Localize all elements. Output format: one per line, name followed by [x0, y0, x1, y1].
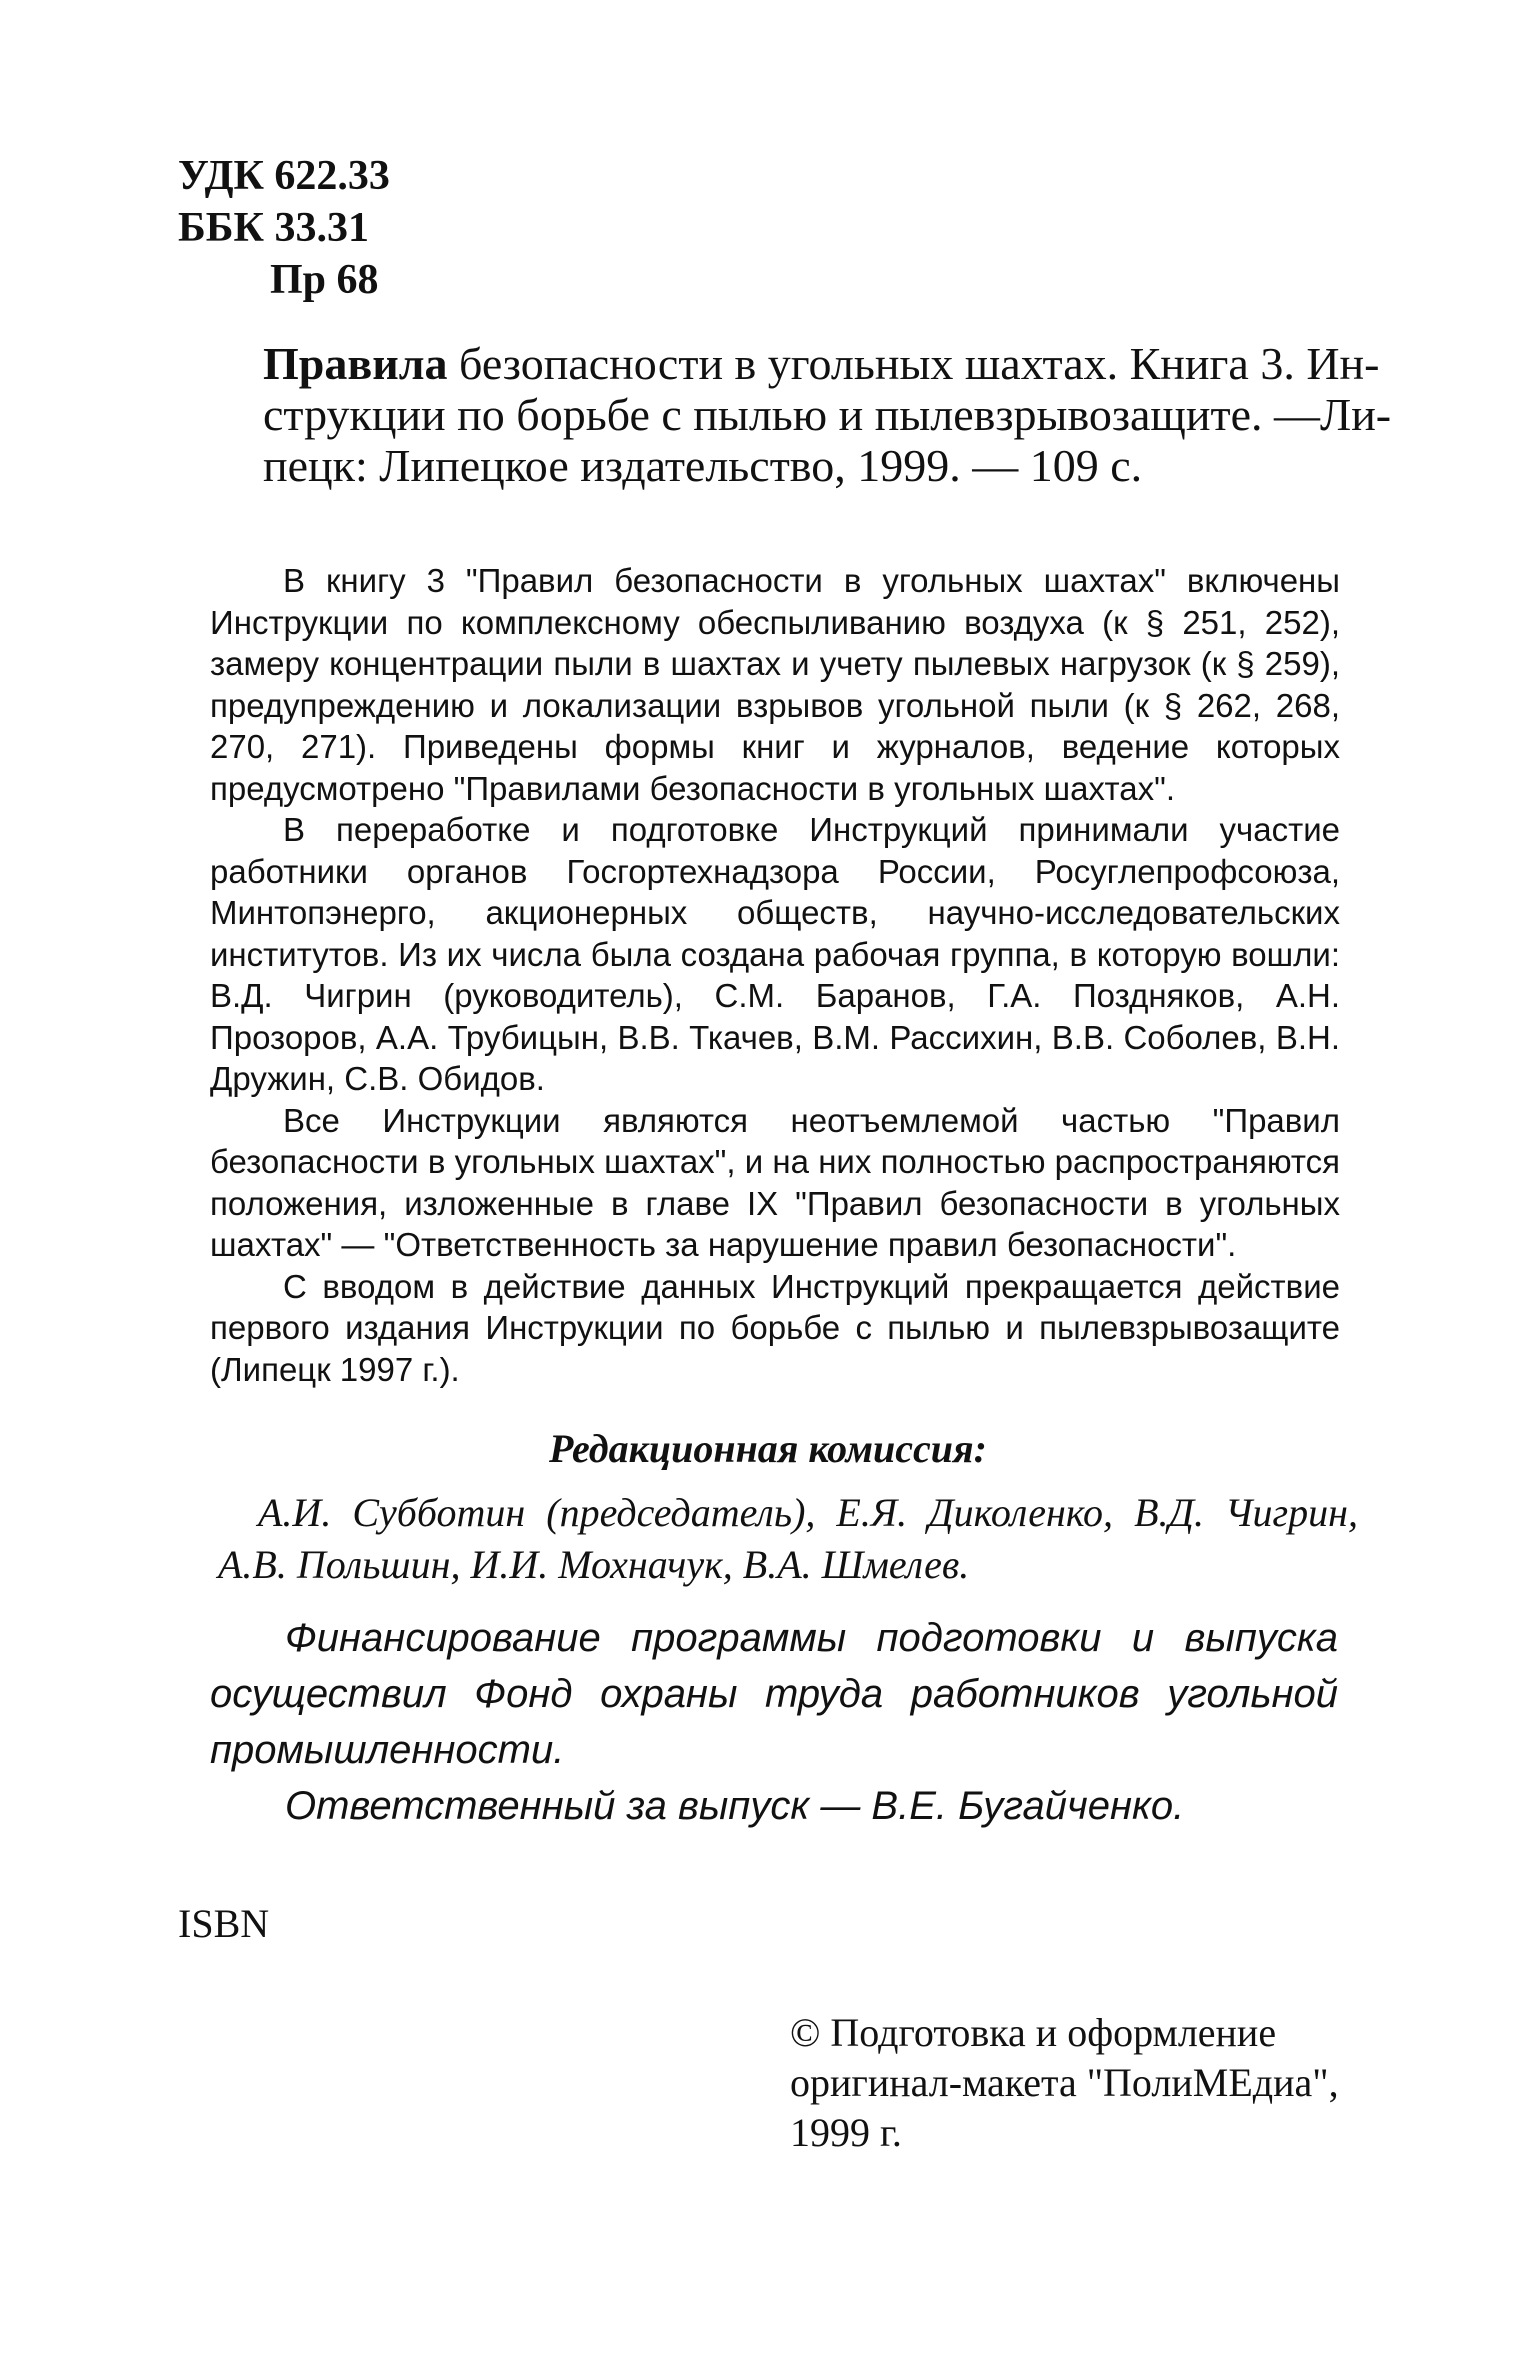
annotation-paragraph-4: С вводом в действие данных Инструкций прекращается действие первого издания Инструкции по борьбе с пылью и пылевзрывозащите (Липецк 1997 г.).	[210, 1267, 1340, 1388]
isbn: ISBN	[178, 1901, 270, 1946]
annotation-paragraph-1: В книгу 3 "Правил безопасности в угольных шахтах" включены Инструкции по комплексному обеспыливанию воздуха (к § 251, 252), замеру концентрации пыли в шахтах и учету пылевых нагрузок (к § 259), предупреждению и локализации взрывов угольной пыли (к § 262, 268, 270, 271). Приведены формы книг и журналов, ведение которых предусмотрено "Правилами безопасности в угольных шахтах".	[210, 562, 1340, 807]
classification-codes	[178, 150, 390, 306]
annotation-paragraph-2: В переработке и подготовке Инструкций принимали участие работники органов Госгортехнадзора России, Росуглепрофсоюза, Минтопэнерго, акционерных обществ, научно-исследовательских институтов. Из их числа была создана рабочая группа, в которую вошли: В.Д. Чигрин (руководитель), С.М. Баранов, Г.А. Поздняков, А.Н. Прозоров, А.А. Трубицын, В.В. Ткачев, В.М. Рассихин, В.В. Соболев, В.Н. Дружин, С.В. Обидов.	[210, 811, 1340, 1097]
layout-credit-line-1: © Подготовка и оформление	[790, 2010, 1277, 2055]
responsible-for-release: Ответственный за выпуск — В.Е. Бугайченко.	[285, 1784, 1185, 1828]
biblio-line-1-rest: безопасности в угольных шахтах. Книга 3. Ин-	[447, 338, 1380, 389]
annotation	[210, 560, 1340, 1390]
funding-block	[210, 1610, 1338, 1834]
udk-code: УДК 622.33	[178, 153, 390, 199]
layout-credit-line-2: оригинал-макета "ПолиМЕдиа",	[790, 2060, 1339, 2105]
commission-members	[218, 1487, 1358, 1591]
biblio-line-3: пецк: Липецкое издательство, 1999. — 109 с.	[263, 440, 1143, 491]
annotation-paragraph-3: Все Инструкции являются неотъемлемой частью "Правил безопасности в угольных шахтах", и на них полностью распространяются положения, изложенные в главе IX "Правил безопасности в угольных шахтах" — "Ответственность за нарушение правил безопасности".	[210, 1101, 1340, 1263]
commission-members-text: А.И. Субботин (председатель), Е.Я. Диколенко, В.Д. Чигрин, А.В. Польшин, И.И. Мохначук, В.А. Шмелев.	[218, 1490, 1358, 1587]
author-mark: Пр 68	[270, 257, 379, 303]
layout-credit	[790, 2008, 1350, 2158]
biblio-line-1	[263, 338, 1380, 389]
layout-credit-line-3: 1999 г.	[790, 2110, 902, 2155]
commission-title: Редакционная комиссия:	[549, 1426, 987, 1471]
bibliographic-description	[263, 338, 1392, 491]
biblio-line-2: струкции по борьбе с пылью и пылевзрывозащите. —Ли-	[263, 389, 1392, 440]
bbk-code: ББК 33.31	[178, 205, 369, 251]
funding-text: Финансирование программы подготовки и выпуска осуществил Фонд охраны труда работников угольной промышленности.	[210, 1616, 1338, 1772]
book-title-bold: Правила	[263, 338, 448, 389]
